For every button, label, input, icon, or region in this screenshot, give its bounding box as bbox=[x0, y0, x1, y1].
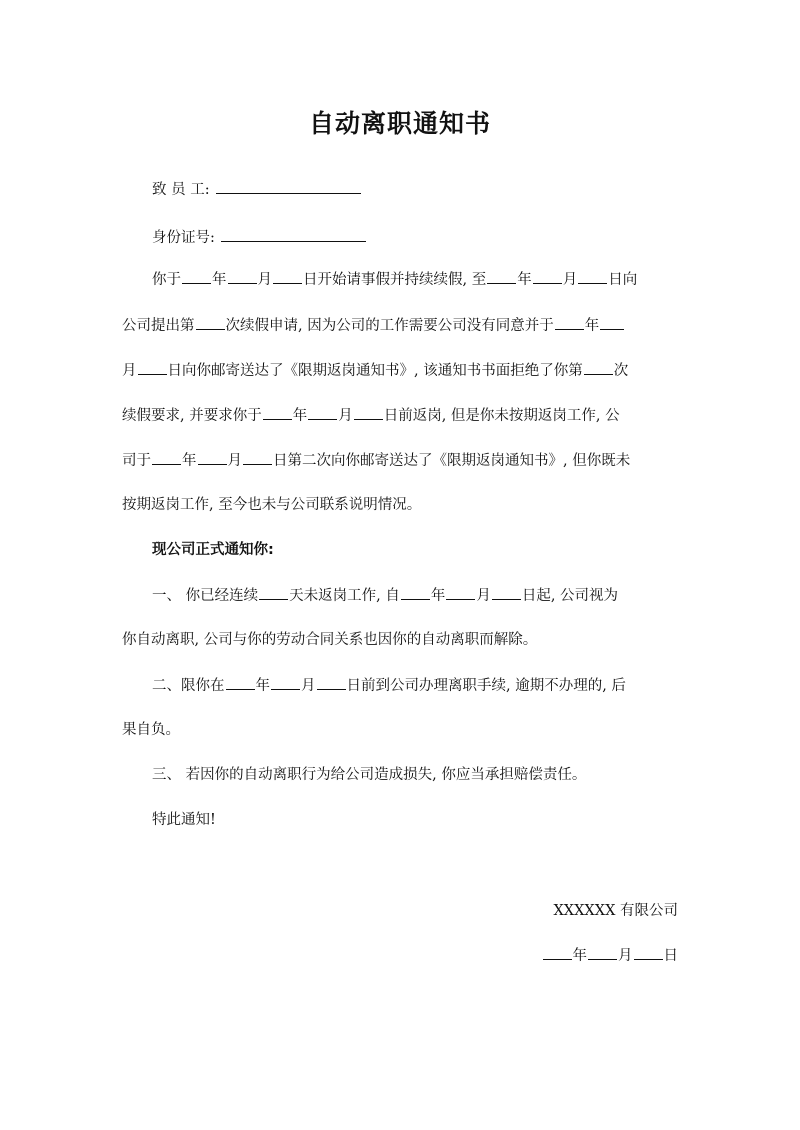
text-fragment: 年 bbox=[292, 408, 308, 424]
text-fragment: 公司提出第 bbox=[122, 318, 195, 334]
fill-blank bbox=[198, 449, 227, 465]
fill-blank bbox=[243, 449, 272, 465]
item-two-line bbox=[152, 674, 626, 697]
fill-blank bbox=[487, 268, 516, 284]
text-fragment: 你于 bbox=[152, 272, 181, 288]
company-name: XXXXXX 有限公司 bbox=[553, 903, 678, 919]
fill-blank bbox=[584, 359, 613, 375]
text-fragment: 月 bbox=[476, 588, 491, 604]
text-fragment: 年 bbox=[182, 453, 197, 469]
text-fragment: 月 bbox=[257, 272, 272, 288]
id-number-blank bbox=[221, 226, 366, 242]
fill-blank bbox=[401, 584, 430, 600]
fill-blank bbox=[138, 359, 167, 375]
signature-date-line bbox=[400, 944, 678, 967]
item-two-line bbox=[122, 719, 180, 741]
text-fragment: 续假要求, 并要求你于 bbox=[122, 408, 262, 424]
fill-blank bbox=[228, 268, 257, 284]
fill-blank bbox=[446, 584, 475, 600]
text-fragment: 年 bbox=[430, 588, 446, 604]
fill-blank bbox=[317, 674, 346, 690]
fill-blank bbox=[259, 584, 288, 600]
id-number-label: 身份证号: bbox=[152, 230, 215, 246]
text-fragment: 月 bbox=[122, 363, 137, 379]
text-fragment: 年 bbox=[255, 678, 270, 694]
document-title: 自动离职通知书 bbox=[308, 109, 491, 138]
employee-line bbox=[152, 178, 362, 201]
employee-label: 致 员 工: bbox=[152, 182, 210, 198]
fill-blank bbox=[600, 314, 624, 330]
text-fragment: 日前返岗, 但是你未按期返岗工作, 公 bbox=[383, 408, 620, 424]
fill-blank bbox=[588, 944, 617, 960]
id-number-line bbox=[152, 226, 367, 249]
text-fragment: 二、限你在 bbox=[152, 678, 225, 694]
text-fragment: 日向你邮寄送达了《限期返岗通知书》, 该通知书书面拒绝了你第 bbox=[167, 363, 583, 379]
text-fragment: 月 bbox=[301, 678, 316, 694]
fill-blank bbox=[543, 944, 572, 960]
text-fragment: 年 bbox=[517, 272, 532, 288]
paragraph-line bbox=[122, 494, 421, 516]
paragraph-line bbox=[122, 404, 620, 427]
text-fragment: 日第二次向你邮寄送达了《限期返岗通知书》, 但你既未 bbox=[273, 453, 631, 469]
text-fragment: 月 bbox=[338, 408, 353, 424]
paragraph-line bbox=[122, 449, 630, 472]
fill-blank bbox=[578, 268, 607, 284]
fill-blank bbox=[492, 584, 521, 600]
item-one-line bbox=[122, 629, 537, 651]
paragraph-line bbox=[152, 268, 637, 291]
fill-blank bbox=[273, 268, 302, 284]
text-fragment: 年 bbox=[572, 948, 587, 964]
fill-blank bbox=[354, 404, 383, 420]
fill-blank bbox=[555, 314, 584, 330]
fill-blank bbox=[533, 268, 562, 284]
text-fragment: 日前到公司办理离职手续, 逾期不办理的, 后 bbox=[346, 678, 626, 694]
fill-blank bbox=[634, 944, 663, 960]
fill-blank bbox=[271, 674, 300, 690]
fill-blank bbox=[308, 404, 337, 420]
text-fragment: 果自负。 bbox=[122, 722, 180, 738]
text-fragment: 日起, 公司视为 bbox=[521, 588, 619, 604]
fill-blank bbox=[263, 404, 292, 420]
paragraph-line bbox=[122, 314, 625, 337]
text-fragment: 月 bbox=[227, 453, 242, 469]
notice-heading: 现公司正式通知你: bbox=[152, 542, 274, 558]
text-fragment: 次续假申请, 因为公司的工作需要公司没有同意并于 bbox=[225, 318, 554, 334]
closing-text: 特此通知! bbox=[152, 812, 216, 828]
fill-blank bbox=[152, 449, 181, 465]
text-fragment: 日开始请事假并持续续假, 至 bbox=[303, 272, 487, 288]
fill-blank bbox=[226, 674, 255, 690]
text-fragment: 一、 你已经连续 bbox=[152, 588, 259, 604]
text-fragment: 日 bbox=[663, 948, 678, 964]
fill-blank bbox=[196, 314, 225, 330]
text-fragment: 月 bbox=[562, 272, 578, 288]
text-fragment: 年 bbox=[212, 272, 227, 288]
employee-name-blank bbox=[216, 178, 361, 194]
text-fragment: 次 bbox=[613, 363, 629, 379]
text-fragment: 天未返岗工作, 自 bbox=[289, 588, 400, 604]
text-fragment: 司于 bbox=[122, 453, 151, 469]
item-one-line bbox=[152, 584, 618, 607]
text-fragment: 月 bbox=[618, 948, 633, 964]
fill-blank bbox=[182, 268, 211, 284]
text-fragment: 按期返岗工作, 至今也未与公司联系说明情况。 bbox=[122, 497, 422, 513]
item-three-line: 三、 若因你的自动离职行为给公司造成损失, 你应当承担赔偿责任。 bbox=[152, 767, 587, 783]
text-fragment: 年 bbox=[584, 318, 600, 334]
text-fragment: 你自动离职, 公司与你的劳动合同关系也因你的自动离职而解除。 bbox=[122, 632, 538, 648]
text-fragment: 日向 bbox=[608, 272, 638, 288]
paragraph-line bbox=[122, 359, 628, 382]
